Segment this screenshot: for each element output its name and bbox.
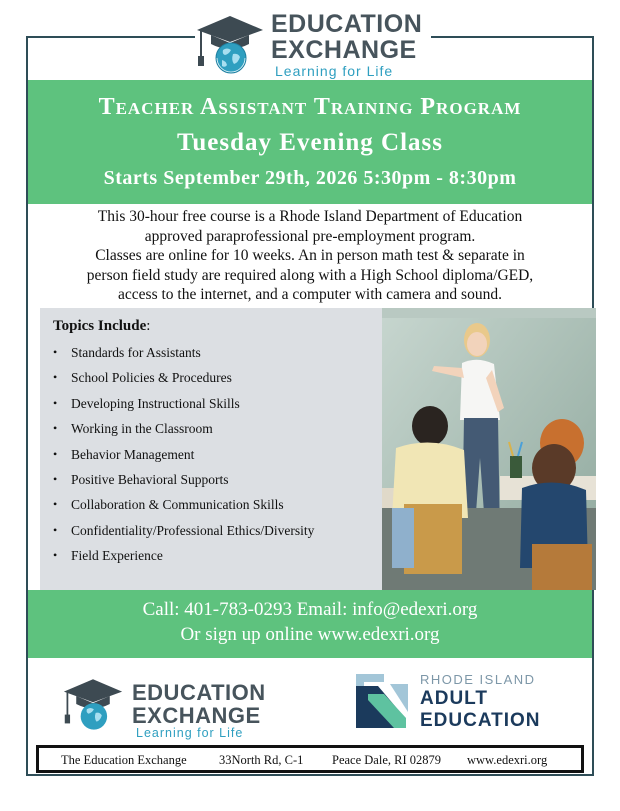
logo-word-exchange: EXCHANGE bbox=[132, 703, 261, 728]
street-address: 33North Rd, C-1 bbox=[219, 753, 304, 767]
course-description bbox=[36, 207, 584, 305]
logo-tagline: Learning for Life bbox=[136, 726, 244, 740]
list-item: • Developing Instructional Skills bbox=[53, 395, 240, 411]
city-state-zip: Peace Dale, RI 02879 bbox=[332, 753, 441, 767]
list-item: • Collaboration & Communication Skills bbox=[53, 497, 284, 513]
logo-word-exchange: EXCHANGE bbox=[271, 36, 417, 64]
bullet-icon: • bbox=[53, 421, 58, 436]
logo-word-education: EDUCATION bbox=[271, 10, 423, 38]
bullet-icon: • bbox=[53, 446, 58, 461]
description-line: approved paraprofessional pre-employment program. bbox=[144, 227, 476, 245]
signup-website-line: Or sign up online www.edexri.org bbox=[180, 624, 440, 645]
footer-logos bbox=[28, 658, 592, 742]
ri-logo-line3: EDUCATION bbox=[420, 710, 541, 731]
education-exchange-logo bbox=[195, 8, 431, 80]
class-subtitle: Tuesday Evening Class bbox=[177, 129, 443, 156]
description-line: Classes are online for 10 weeks. An in person math test & separate in bbox=[95, 247, 525, 264]
classroom-illustration bbox=[382, 308, 596, 590]
bullet-icon: • bbox=[53, 471, 58, 486]
description-line: This 30-hour free course is a Rhode Island Department of Education bbox=[97, 208, 523, 225]
list-item: • Positive Behavioral Supports bbox=[53, 471, 229, 487]
education-exchange-logo-small bbox=[62, 668, 282, 738]
list-item: • Confidentiality/Professional Ethics/Diversity bbox=[53, 522, 315, 538]
list-item: • Behavior Management bbox=[53, 446, 195, 462]
classroom-photo bbox=[382, 308, 596, 590]
bullet-icon: • bbox=[53, 497, 58, 512]
logo-word-education: EDUCATION bbox=[132, 680, 266, 705]
bullet-icon: • bbox=[53, 370, 58, 385]
description-line: access to the internet, and a computer with camera and sound. bbox=[118, 286, 502, 303]
rhode-island-adult-education-logo bbox=[354, 672, 584, 734]
bullet-icon: • bbox=[53, 522, 58, 537]
ri-logo-line1: RHODE ISLAND bbox=[420, 672, 536, 687]
list-item: • Working in the Classroom bbox=[53, 421, 213, 437]
rhode-island-shape-icon bbox=[354, 672, 412, 730]
bullet-icon: • bbox=[53, 395, 58, 410]
topics-list bbox=[53, 344, 314, 573]
bullet-icon: • bbox=[53, 548, 58, 563]
topics-heading: Topics Include: bbox=[53, 318, 151, 334]
list-item: • Field Experience bbox=[53, 548, 163, 564]
program-title: Teacher Assistant Training Program bbox=[98, 94, 522, 120]
start-date: Starts September 29th, 2026 5:30pm - 8:30pm bbox=[103, 167, 517, 189]
bullet-icon: • bbox=[53, 345, 58, 359]
org-name: The Education Exchange bbox=[61, 753, 187, 767]
list-item: • Standards for Assistants bbox=[53, 345, 201, 360]
topics-panel bbox=[40, 308, 382, 590]
phone-email-line: Call: 401-783-0293 Email: info@edexri.org bbox=[142, 599, 478, 620]
description-line: person field study are required along with a High School diploma/GED, bbox=[86, 266, 534, 284]
graduation-cap-globe-icon bbox=[62, 674, 124, 734]
contact-banner bbox=[28, 590, 592, 658]
address-bar bbox=[36, 745, 584, 773]
list-item: • School Policies & Procedures bbox=[53, 370, 232, 386]
graduation-cap-globe-icon bbox=[195, 10, 265, 78]
website-link[interactable]: www.edexri.org bbox=[467, 753, 548, 767]
logo-tagline: Learning for Life bbox=[275, 63, 394, 79]
ri-logo-line2: ADULT bbox=[420, 688, 488, 709]
title-banner bbox=[28, 80, 592, 204]
